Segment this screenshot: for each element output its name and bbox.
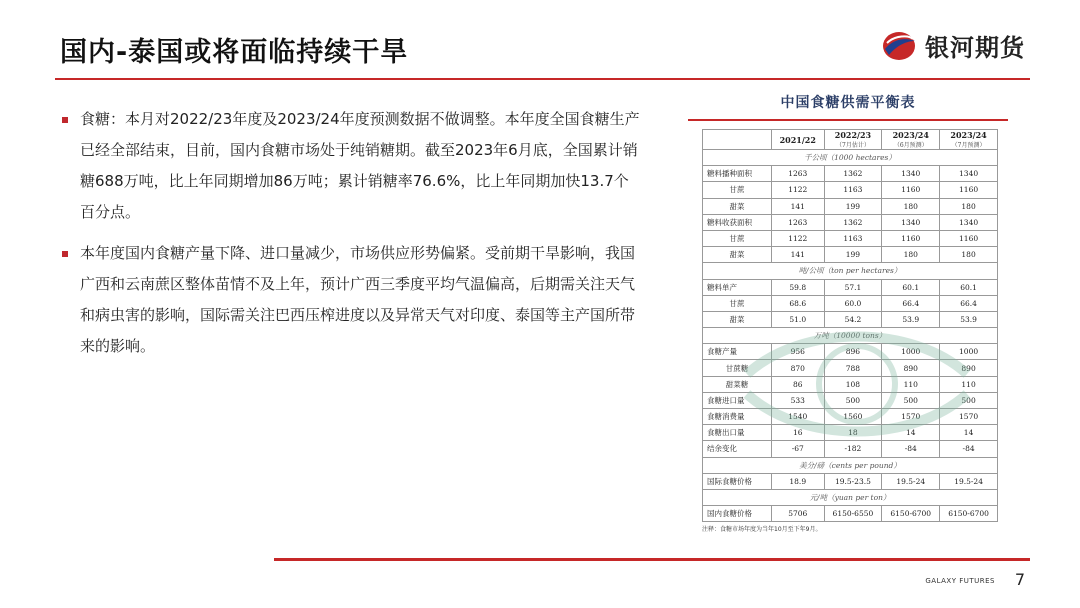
table-cell: 956 — [772, 344, 825, 360]
table-cell: 533 — [772, 392, 825, 408]
table-cell: 18.9 — [772, 473, 825, 489]
table-cell: 1263 — [772, 214, 825, 230]
table-cell: 1000 — [940, 344, 998, 360]
unit-label: 万吨（10000 tons） — [703, 328, 998, 344]
table-cell: 870 — [772, 360, 825, 376]
row-label: 国际食糖价格 — [703, 473, 772, 489]
table-cell: 53.9 — [940, 311, 998, 327]
table-cell: 1362 — [824, 166, 882, 182]
table-row — [703, 425, 998, 441]
table-row — [703, 311, 998, 327]
row-label: 糖料收获面积 — [703, 214, 772, 230]
table-row — [703, 230, 998, 246]
table-cell: 1122 — [772, 182, 825, 198]
table-cell: 1160 — [882, 230, 940, 246]
table-cell: 14 — [882, 425, 940, 441]
table-cell: 51.0 — [772, 311, 825, 327]
unit-label: 吨/公顷（ton per hectares） — [703, 263, 998, 279]
row-label: 甜菜 — [703, 198, 772, 214]
table-cell: 60.1 — [940, 279, 998, 295]
table-row — [703, 376, 998, 392]
table-cell: -84 — [882, 441, 940, 457]
table-cell: 60.1 — [882, 279, 940, 295]
table-row — [703, 344, 998, 360]
table-row — [703, 214, 998, 230]
table-cell: 1340 — [940, 166, 998, 182]
table-cell: 1000 — [882, 344, 940, 360]
table-cell: 1340 — [882, 166, 940, 182]
unit-label: 元/吨（yuan per ton） — [703, 489, 998, 505]
sugar-balance-table — [702, 129, 998, 522]
table-cell: 68.6 — [772, 295, 825, 311]
table-cell: 1570 — [940, 409, 998, 425]
table-cell: 180 — [882, 247, 940, 263]
table-row — [703, 409, 998, 425]
table-cell: 5706 — [772, 506, 825, 522]
table-cell: 1122 — [772, 230, 825, 246]
row-label: 糖料单产 — [703, 279, 772, 295]
bullet-square-icon — [62, 117, 68, 123]
table-cell: 1362 — [824, 214, 882, 230]
table-cell: 1160 — [940, 182, 998, 198]
table-cell: 180 — [882, 198, 940, 214]
table-row — [703, 247, 998, 263]
unit-label: 千公顷（1000 hectares） — [703, 150, 998, 166]
table-row — [703, 198, 998, 214]
header-col-1: 2021/22 — [772, 130, 825, 150]
table-row — [703, 279, 998, 295]
table-header-row — [703, 130, 998, 150]
table-cell: 1540 — [772, 409, 825, 425]
table-cell: 500 — [882, 392, 940, 408]
row-label: 糖料播种面积 — [703, 166, 772, 182]
table-cell: 57.1 — [824, 279, 882, 295]
bullet-square-icon — [62, 251, 68, 257]
table-cell: 896 — [824, 344, 882, 360]
table-cell: 500 — [940, 392, 998, 408]
header-divider — [55, 78, 1030, 80]
row-label: 甘蔗 — [703, 182, 772, 198]
table-row — [703, 506, 998, 522]
bullet-text: 食糖：本月对2022/23年度及2023/24年度预测数据不做调整。本年度全国食糖生产已经全部结束，目前，国内食糖市场处于纯销糖期。截至2023年6月底，全国累计销糖688万吨，比上年同期增加86万吨；累计销糖率76.6%，比上年同期加快13.7个百分点。 — [80, 110, 640, 221]
table-row — [703, 166, 998, 182]
row-label: 食糖出口量 — [703, 425, 772, 441]
header-col-2: 2022/23 （7月估计） — [824, 130, 882, 150]
row-label: 国内食糖价格 — [703, 506, 772, 522]
page-number: 7 — [1014, 570, 1025, 589]
unit-row — [703, 263, 998, 279]
table-cell: 108 — [824, 376, 882, 392]
footer-brand: GALAXY FUTURES — [925, 577, 995, 585]
company-logo — [879, 28, 1025, 63]
table-row — [703, 295, 998, 311]
table-row — [703, 441, 998, 457]
galaxy-logo-icon — [879, 29, 919, 63]
bullet-item — [62, 238, 642, 362]
table-row — [703, 182, 998, 198]
table-cell: 788 — [824, 360, 882, 376]
table-cell: 141 — [772, 247, 825, 263]
row-label: 甜菜 — [703, 311, 772, 327]
row-label: 甜菜 — [703, 247, 772, 263]
table-cell: -182 — [824, 441, 882, 457]
table-cell: 500 — [824, 392, 882, 408]
unit-row — [703, 150, 998, 166]
table-cell: 180 — [940, 247, 998, 263]
table-title: 中国食糖供需平衡表 — [780, 95, 916, 111]
table-cell: 16 — [772, 425, 825, 441]
logo-text: 银河期货 — [925, 34, 1025, 62]
table-cell: 1340 — [882, 214, 940, 230]
table-cell: -84 — [940, 441, 998, 457]
table-row — [703, 473, 998, 489]
table-row — [703, 360, 998, 376]
table-cell: 1163 — [824, 230, 882, 246]
table-cell: 1560 — [824, 409, 882, 425]
table-cell: 19.5-23.5 — [824, 473, 882, 489]
table-cell: 18 — [824, 425, 882, 441]
header-blank-cell — [703, 130, 772, 150]
table-cell: 199 — [824, 198, 882, 214]
table-cell: 1340 — [940, 214, 998, 230]
bullet-text: 本年度国内食糖产量下降、进口量减少，市场供应形势偏紧。受前期干旱影响，我国广西和云南蔗区整体苗情不及上年，预计广西三季度平均气温偏高，后期需关注天气和病虫害的影响，国际需关注巴西压榨进度以及异常天气对印度、泰国等主产国所带来的影响。 — [80, 244, 636, 355]
footer-divider — [274, 558, 1030, 561]
table-cell: 53.9 — [882, 311, 940, 327]
table-body — [703, 150, 998, 522]
table-cell: 6150-6700 — [940, 506, 998, 522]
table-cell: 890 — [940, 360, 998, 376]
table-cell: 110 — [882, 376, 940, 392]
unit-row — [703, 328, 998, 344]
row-label: 食糖消费量 — [703, 409, 772, 425]
table-cell: 14 — [940, 425, 998, 441]
row-label: 甘蔗 — [703, 230, 772, 246]
unit-row — [703, 457, 998, 473]
table-cell: 1163 — [824, 182, 882, 198]
unit-label: 美分/磅（cents per pound） — [703, 457, 998, 473]
table-cell: 141 — [772, 198, 825, 214]
table-cell: 86 — [772, 376, 825, 392]
row-label: 结余变化 — [703, 441, 772, 457]
table-cell: 1160 — [940, 230, 998, 246]
table-cell: -67 — [772, 441, 825, 457]
row-label: 甘蔗 — [703, 295, 772, 311]
table-cell: 180 — [940, 198, 998, 214]
table-cell: 66.4 — [940, 295, 998, 311]
table-cell: 19.5-24 — [882, 473, 940, 489]
row-label: 食糖进口量 — [703, 392, 772, 408]
header-col-4: 2023/24 （7月预测） — [940, 130, 998, 150]
table-cell: 1160 — [882, 182, 940, 198]
table-row — [703, 392, 998, 408]
row-label: 甘蔗糖 — [703, 360, 772, 376]
table-footnote: 注释：食糖市场年度为当年10月至下年9月。 — [702, 526, 822, 534]
row-label: 甜菜糖 — [703, 376, 772, 392]
table-cell: 890 — [882, 360, 940, 376]
table-cell: 54.2 — [824, 311, 882, 327]
table-cell: 1570 — [882, 409, 940, 425]
page-title: 国内-泰国或将面临持续干旱 — [60, 37, 409, 68]
table-cell: 1263 — [772, 166, 825, 182]
table-cell: 59.8 — [772, 279, 825, 295]
bullet-item — [62, 104, 642, 228]
table-cell: 66.4 — [882, 295, 940, 311]
table-cell: 6150-6700 — [882, 506, 940, 522]
table-cell: 199 — [824, 247, 882, 263]
row-label: 食糖产量 — [703, 344, 772, 360]
unit-row — [703, 489, 998, 505]
sugar-balance-table-panel — [688, 88, 1008, 533]
table-cell: 19.5-24 — [940, 473, 998, 489]
table-title-divider — [688, 119, 1008, 121]
bullet-list — [62, 104, 642, 372]
table-cell: 6150-6550 — [824, 506, 882, 522]
table-cell: 60.0 — [824, 295, 882, 311]
table-cell: 110 — [940, 376, 998, 392]
header-col-3: 2023/24 （6月预测） — [882, 130, 940, 150]
table-container — [702, 129, 998, 533]
